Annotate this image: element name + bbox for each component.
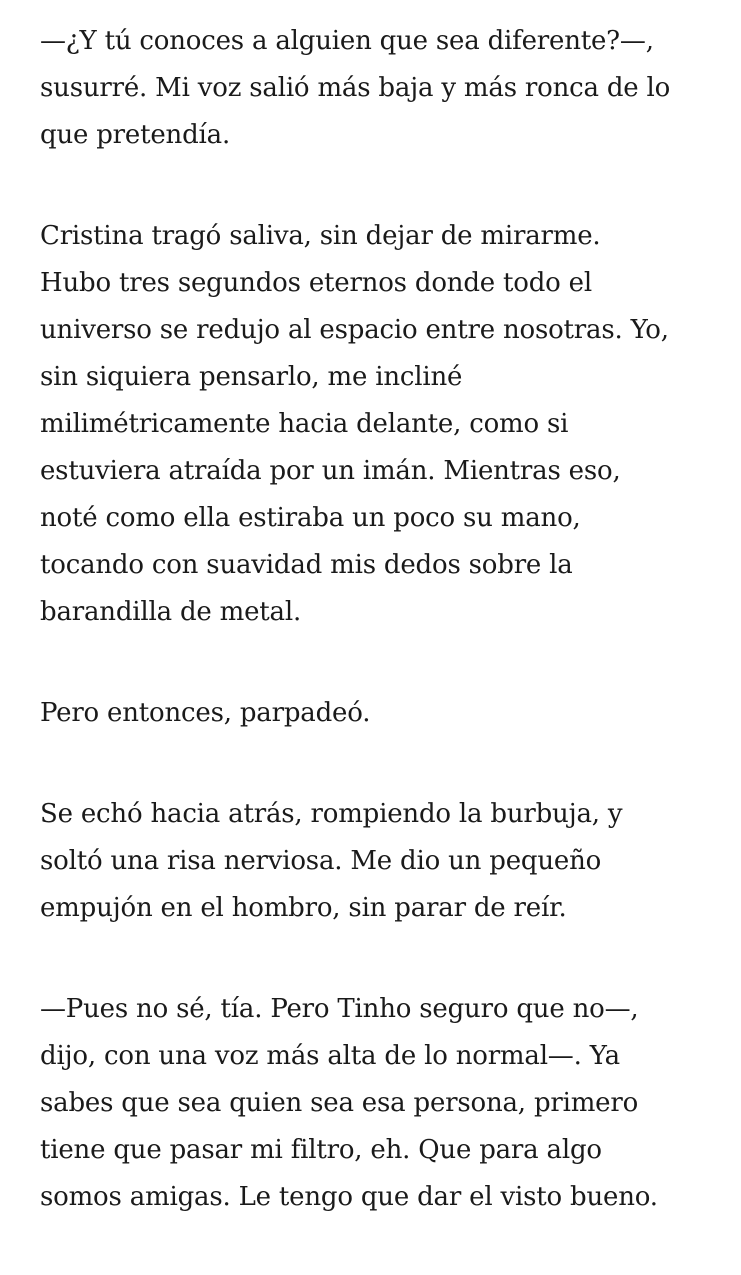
paragraph-2 xyxy=(40,213,730,636)
text-line: milimétricamente hacia delante, como si xyxy=(40,409,569,439)
text-line: somos amigas. Le tengo que dar el visto bueno. xyxy=(40,1182,658,1212)
text-line: noté como ella estiraba un poco su mano, xyxy=(40,503,581,533)
story-text xyxy=(40,18,730,1275)
text-line: sabes que sea quien sea esa persona, primero xyxy=(40,1088,639,1118)
text-line: barandilla de metal. xyxy=(40,597,302,627)
text-line: tocando con suavidad mis dedos sobre la xyxy=(40,550,573,580)
paragraph-3 xyxy=(40,690,730,737)
text-line: universo se redujo al espacio entre nosotras. Yo, xyxy=(40,315,669,345)
text-line: Hubo tres segundos eternos donde todo el xyxy=(40,268,592,298)
text-line: —Pues no sé, tía. Pero Tinho seguro que no—, xyxy=(40,994,639,1024)
text-line: susurré. Mi voz salió más baja y más ronca de lo xyxy=(40,73,671,103)
paragraph-4 xyxy=(40,791,730,932)
text-line: —¿Y tú conoces a alguien que sea diferente?—, xyxy=(40,26,654,56)
paragraph-1 xyxy=(40,18,730,159)
text-line: Pero entonces, parpadeó. xyxy=(40,698,371,728)
text-line: Se echó hacia atrás, rompiendo la burbuja, y xyxy=(40,799,623,829)
text-line: soltó una risa nerviosa. Me dio un pequeño xyxy=(40,846,602,876)
text-line: sin siquiera pensarlo, me incliné xyxy=(40,362,463,392)
text-line: Cristina tragó saliva, sin dejar de mirarme. xyxy=(40,221,601,251)
text-line: que pretendía. xyxy=(40,120,231,150)
text-line: estuviera atraída por un imán. Mientras eso, xyxy=(40,456,621,486)
text-line: empujón en el hombro, sin parar de reír. xyxy=(40,893,567,923)
paragraph-5 xyxy=(40,986,730,1221)
text-line: dijo, con una voz más alta de lo normal—. Ya xyxy=(40,1041,620,1071)
text-line: tiene que pasar mi filtro, eh. Que para algo xyxy=(40,1135,602,1165)
